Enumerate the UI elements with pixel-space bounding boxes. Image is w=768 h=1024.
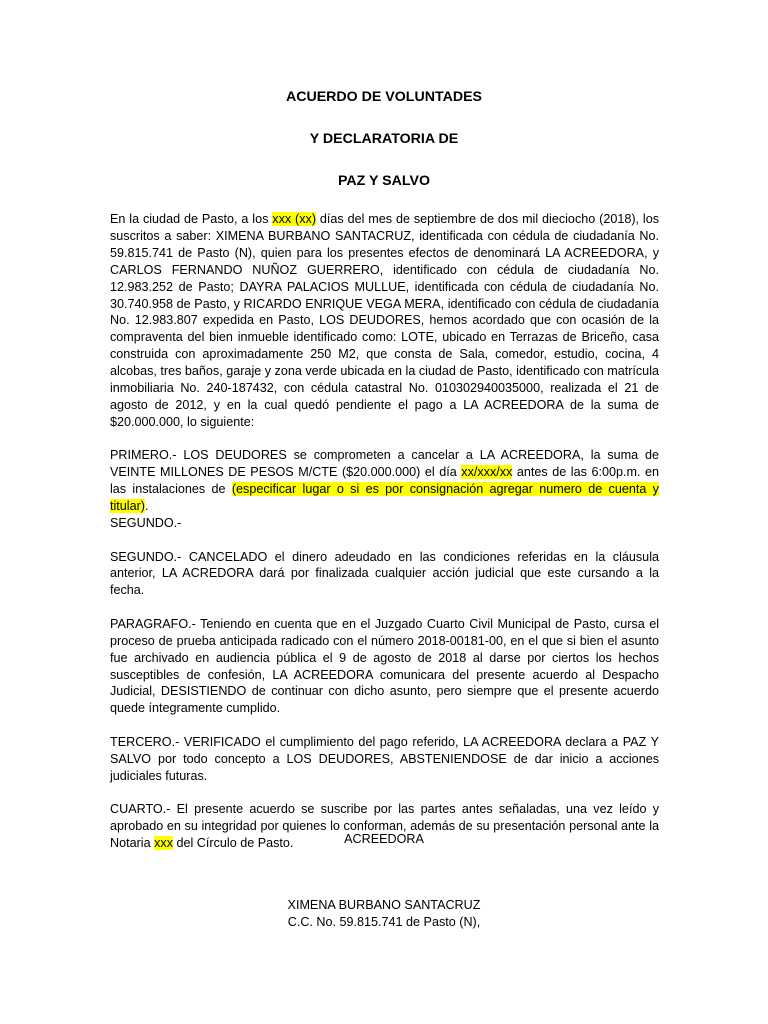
title-line-3: PAZ Y SALVO (338, 173, 430, 189)
placeholder-date-highlight: xx/xxx/xx (461, 465, 513, 480)
title-line-2: Y DECLARATORIA DE (309, 131, 459, 147)
intro-text-2: días del mes de septiembre de dos mil dieciocho (2018), los suscritos a saber: XIMENA BURBANO SANTACRUZ, identificada con cédula de ciudadanía No. 59.815.741 de Pasto (N), quien para los presentes efectos de denominará LA ACREEDORA, y CARLOS FERNANDO NUÑOZ GUERRERO, identificado con cédula de ciudadanía No. 12.983.252 de Pasto; DAYRA PALACIOS MULLUE, identificada con cédula de ciudadanía No. 30.740.958 de Pasto, y RICARDO ENRIQUE VEGA MERA, identificado con cédula de ciudadanía No. 12.983.807 expedida en Pasto, LOS DEUDORES, hemos acordado que con ocasión de la compraventa del bien inmueble identificado como: LOTE, ubicado en Terrazas de Briceño, casa construida con aproximadamente 250 M2, que consta de Sala, comedor, estudio, cocina, 4 alcobas, tres baños, garaje y zona verde ubicada en la ciudad de Pasto, identificado con matrícula inmobiliaria No. 240-187432, con cédula catastral No. 010302940035000, realizada el 21 de agosto de 2012, y en la cual quedó pendiente el pago a LA ACREEDORA de la suma de $20.000.000, lo siguiente: (110, 212, 660, 429)
primero-segundo-label: SEGUNDO.- (110, 516, 182, 530)
clause-tercero: TERCERO.- VERIFICADO el cumplimiento del pago referido, LA ACREEDORA declara a PAZ Y SALVO por todo concepto a LOS DEUDORES, ABSTENIENDOSE de dar inicio a acciones judiciales futuras. (110, 734, 659, 783)
clause-segundo: SEGUNDO.- CANCELADO el dinero adeudado en las condiciones referidas en la cláusula anterior, LA ACREDORA dará por finalizada cualquier acción judicial que este cursando a la fecha. (110, 549, 659, 598)
clause-primero (110, 447, 659, 532)
primero-text-2: antes de las 6:00p.m. en las instalaciones de (110, 465, 660, 497)
title-line-1: ACUERDO DE VOLUNTADES (285, 89, 482, 105)
signature-name: XIMENA BURBANO SANTACRUZ (287, 898, 481, 912)
placeholder-place-highlight: (especificar lugar o si es por consignación agregar numero de cuenta y titular) (110, 482, 659, 514)
intro-paragraph (110, 211, 659, 431)
cuarto-text-1: CUARTO.- El presente acuerdo se suscribe por las partes antes señaladas, una vez leído y aprobado en su integridad por quienes lo conforman, además de su presentación personal ante la Notaria (110, 802, 659, 850)
intro-text-1: En la ciudad de Pasto, a los (110, 212, 273, 226)
placeholder-notary-highlight: xxx (154, 835, 173, 850)
document-body (110, 211, 659, 868)
cuarto-text-2: del Círculo de Pasto. (173, 835, 294, 850)
signature-id: C.C. No. 59.815.741 de Pasto (N), (287, 915, 481, 929)
primero-text-1: PRIMERO.- LOS DEUDORES se comprometen a cancelar a LA ACREEDORA, la suma de VEINTE MILLONES DE PESOS M/CTE ($20.000.000) el día (110, 448, 659, 480)
placeholder-day-highlight: xxx (xx) (272, 212, 317, 226)
primero-text-3: . (145, 499, 149, 514)
signature-role: ACREEDORA (344, 832, 424, 846)
clause-paragrafo: PARAGRAFO.- Teniendo en cuenta que en el Juzgado Cuarto Civil Municipal de Pasto, cursa el proceso de prueba anticipada radicado con el número 2018-00181-00, en el que si bien el asunto fue archivado en audiencia pública el 9 de agosto de 2018 al darse por ciertos los hechos susceptibles de confesión, LA ACREEDORA comunicara del presente acuerdo al Despacho Judicial, DESISTIENDO de continuar con dicho asunto, pero siempre que el presente acuerdo quede íntegramente cumplido. (110, 616, 659, 716)
